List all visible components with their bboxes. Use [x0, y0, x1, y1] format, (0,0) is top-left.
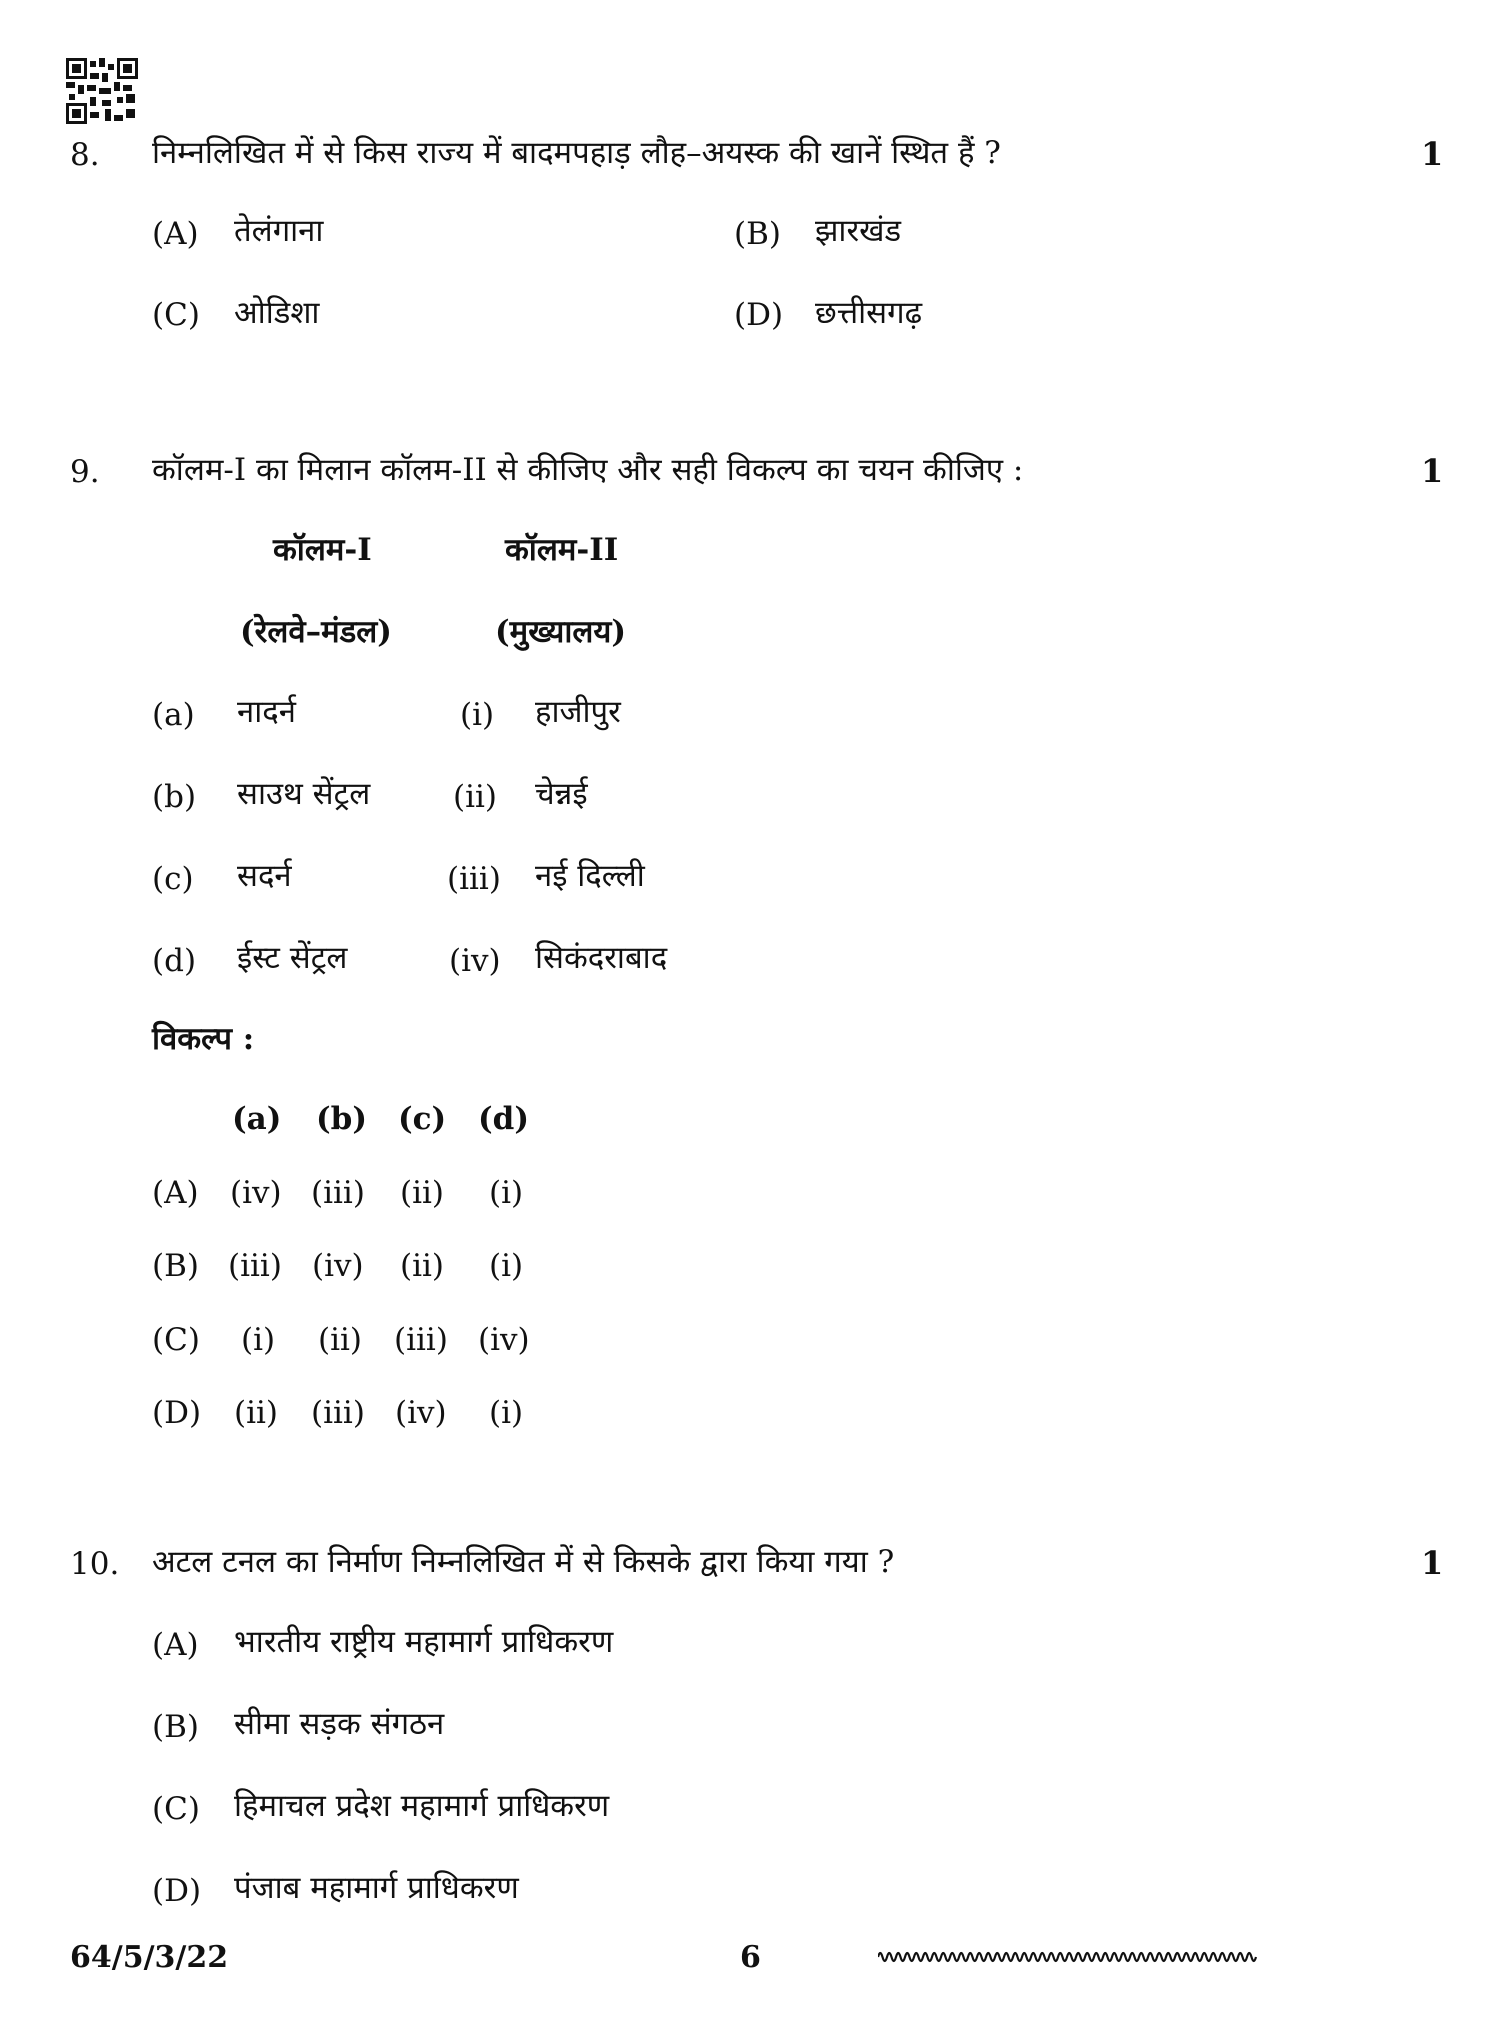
option-label: (D) [734, 297, 784, 333]
column-2-header: कॉलम-II [505, 532, 619, 568]
match-row-num: (iv) [449, 943, 501, 979]
option-text: तेलंगाना [234, 213, 324, 249]
option-label: (C) [152, 1322, 200, 1358]
match-row-value: हाजीपुर [535, 694, 621, 730]
option-value: (iv) [312, 1248, 364, 1284]
match-row-value: नई दिल्ली [535, 858, 645, 894]
option-value: (ii) [400, 1248, 445, 1284]
option-label: (B) [152, 1248, 199, 1284]
option-value: (i) [489, 1175, 524, 1211]
option-text: छत्तीसगढ़ [815, 295, 923, 331]
question-number: 8. [70, 137, 100, 173]
match-row-item: साउथ सेंट्रल [237, 776, 371, 812]
option-value: (iv) [230, 1175, 282, 1211]
match-row-num: (ii) [453, 779, 498, 815]
option-label: (B) [734, 216, 781, 252]
option-value: (i) [489, 1395, 524, 1431]
question-text: निम्नलिखित में से किस राज्य में बादमपहाड़ लौह–अयस्क की खानें स्थित हैं ? [152, 135, 1001, 171]
question-marks: 1 [1421, 1544, 1444, 1582]
option-value: (iv) [478, 1322, 530, 1358]
column-1-subheader: (रेलवे–मंडल) [240, 614, 392, 650]
option-label: (D) [152, 1395, 202, 1431]
match-row-item: नादर्न [237, 694, 296, 730]
option-value: (iii) [311, 1395, 365, 1431]
option-label: (D) [152, 1873, 202, 1909]
option-value: (ii) [400, 1175, 445, 1211]
option-value: (ii) [318, 1322, 363, 1358]
option-text: ओडिशा [234, 295, 320, 331]
paper-code: 64/5/3/22 [70, 1940, 229, 1975]
question-text: अटल टनल का निर्माण निम्नलिखित में से किसके द्वारा किया गया ? [152, 1544, 895, 1580]
option-label: (A) [152, 1627, 199, 1663]
option-value: (iii) [228, 1248, 282, 1284]
match-row-item: सदर्न [237, 858, 292, 894]
option-value: (ii) [234, 1395, 279, 1431]
question-number: 9. [70, 454, 100, 490]
match-row-num: (iii) [447, 861, 501, 897]
match-row-label: (a) [152, 697, 195, 733]
match-row-label: (d) [152, 943, 197, 979]
match-row-label: (c) [152, 861, 194, 897]
option-text: सीमा सड़क संगठन [234, 1706, 445, 1742]
match-row-num: (i) [460, 697, 495, 733]
option-value: (iii) [311, 1175, 365, 1211]
option-header: (c) [398, 1101, 447, 1137]
match-row-value: सिकंदराबाद [535, 940, 668, 976]
option-label: (B) [152, 1709, 199, 1745]
option-label: (A) [152, 1175, 199, 1211]
match-row-label: (b) [152, 779, 197, 815]
option-header: (a) [232, 1101, 282, 1137]
option-text: झारखंड [815, 213, 902, 249]
column-1-header: कॉलम-I [273, 532, 372, 568]
question-marks: 1 [1421, 135, 1444, 173]
option-value: (i) [489, 1248, 524, 1284]
question-number: 10. [70, 1546, 120, 1582]
question-marks: 1 [1421, 452, 1444, 490]
option-text: पंजाब महामार्ग प्राधिकरण [234, 1870, 519, 1906]
match-row-item: ईस्ट सेंट्रल [237, 940, 348, 976]
column-2-subheader: (मुख्यालय) [495, 614, 627, 650]
option-value: (i) [241, 1322, 276, 1358]
option-header: (b) [316, 1101, 368, 1137]
option-value: (iii) [394, 1322, 448, 1358]
options-heading: विकल्प : [152, 1021, 255, 1057]
option-text: हिमाचल प्रदेश महामार्ग प्राधिकरण [234, 1788, 610, 1824]
page-number: 6 [740, 1940, 761, 1975]
wavy-line-icon [878, 1946, 1258, 1968]
option-label: (A) [152, 216, 199, 252]
option-text: भारतीय राष्ट्रीय महामार्ग प्राधिकरण [234, 1624, 614, 1660]
option-header: (d) [478, 1101, 530, 1137]
question-text: कॉलम-I का मिलान कॉलम-II से कीजिए और सही विकल्प का चयन कीजिए : [152, 452, 1024, 488]
qr-code-icon [66, 58, 138, 124]
option-value: (iv) [395, 1395, 447, 1431]
option-label: (C) [152, 297, 200, 333]
match-row-value: चेन्नई [535, 776, 588, 812]
option-label: (C) [152, 1791, 200, 1827]
